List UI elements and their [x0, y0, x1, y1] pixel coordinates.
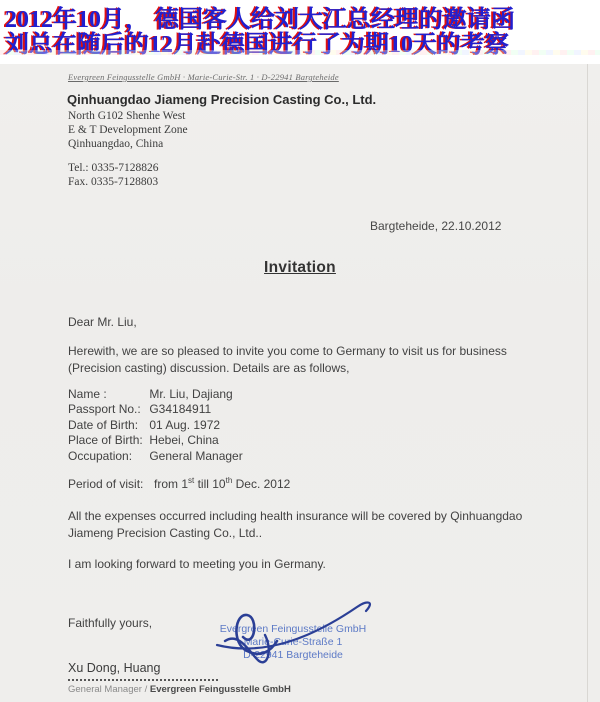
company-name: Qinhuangdao Jiameng Precision Casting Co., Ltd.	[67, 92, 377, 107]
detail-label: Date of Birth:	[68, 417, 139, 432]
signer-title-role: General Manager /	[68, 684, 150, 695]
letter-title: Invitation	[264, 259, 336, 276]
detail-row-passport	[68, 402, 243, 417]
letterhead-sender-line: Evergreen Feingusstelle GmbH · Marie-Curie-Str. 1 · D-22941 Bargteheide	[68, 72, 339, 82]
signer-title-company: Evergreen Feingusstelle GmbH	[149, 684, 291, 695]
stamp-line-3: D-22941 Bargteheide	[243, 649, 343, 661]
period-of-visit: Period of visit: from 1st till 10th Dec. 2012	[68, 476, 291, 491]
caption-line-1: 2012年10月， 德国客人给刘大江总经理的邀请函	[5, 7, 515, 33]
company-address-1: North G102 Shenhe West	[68, 110, 186, 122]
detail-label: Passport No.:	[68, 402, 141, 417]
detail-label: Name :	[68, 387, 107, 401]
signer-name: Xu Dong, Huang	[68, 661, 161, 675]
company-tel: Tel.: 0335-7128826	[68, 162, 159, 174]
dotted-separator	[68, 679, 218, 681]
detail-value: Hebei, China	[149, 433, 219, 448]
signature-scribble	[195, 591, 400, 673]
expenses-paragraph: All the expenses occurred including health insurance will be covered by Qinhuangdao Jiameng Precision Casting Co., Ltd..	[68, 509, 523, 540]
company-address-2: E & T Development Zone	[68, 124, 188, 136]
detail-row-birthplace	[68, 433, 243, 448]
scanned-letter	[0, 64, 600, 702]
detail-value: 01 Aug. 1972	[149, 417, 221, 432]
signer-title	[68, 684, 291, 695]
valediction: Faithfully yours,	[68, 616, 153, 630]
scan-noise-strip	[0, 50, 600, 55]
scan-edge-line	[587, 64, 588, 702]
detail-row-name	[68, 387, 243, 402]
detail-row-birthdate	[68, 418, 243, 433]
detail-value: General Manager	[149, 448, 243, 463]
detail-label: Occupation:	[68, 448, 133, 463]
company-address-3: Qinhuangdao, China	[68, 138, 164, 150]
dateline: Bargteheide, 22.10.2012	[370, 219, 502, 233]
stamp-line-2: Marie-Curie-Straße 1	[243, 636, 343, 648]
caption-banner	[0, 0, 600, 64]
detail-value: G34184911	[149, 402, 212, 417]
detail-row-occupation	[68, 449, 243, 464]
details-list	[68, 387, 243, 464]
salutation: Dear Mr. Liu,	[68, 315, 137, 329]
caption-line-2: 刘总在随后的12月赴德国进行了为期10天的考察	[5, 32, 509, 58]
closing-line: I am looking forward to meeting you in Germany.	[68, 557, 326, 571]
stamp-line-1: Evergreen Feingusstelle GmbH	[219, 623, 367, 635]
intro-paragraph: Herewith, we are so pleased to invite you come to Germany to visit us for business (Precision casting) discussion. Details are as follows,	[68, 344, 507, 375]
detail-value: Mr. Liu, Dajiang	[149, 387, 233, 401]
company-fax: Fax. 0335-7128803	[68, 176, 159, 188]
detail-label: Place of Birth:	[68, 433, 143, 448]
